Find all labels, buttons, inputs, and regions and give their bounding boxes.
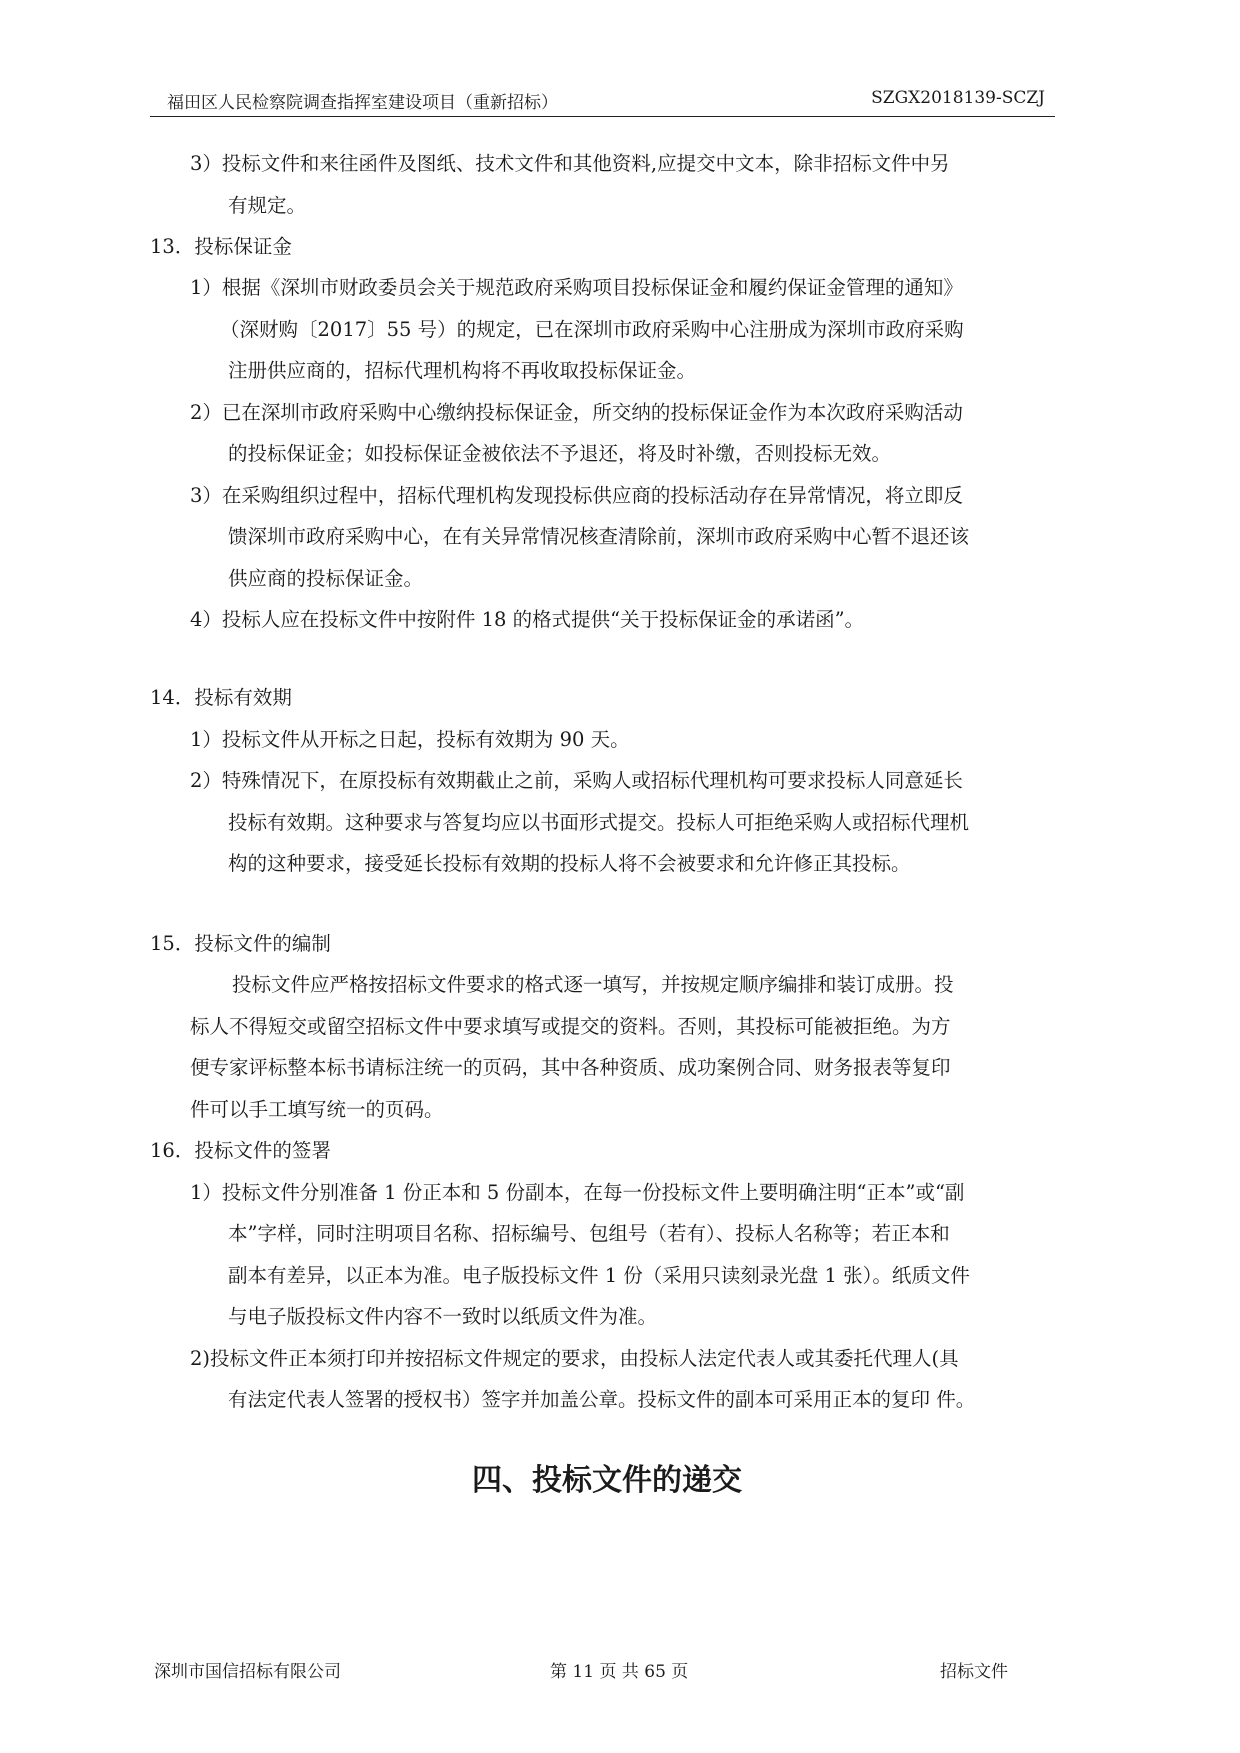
s13-item1-line3: 注册供应商的，招标代理机构将不再收取投标保证金。	[228, 359, 697, 382]
s14-item2-line3: 构的这种要求，接受延长投标有效期的投标人将不会被要求和允许修正其投标。	[228, 852, 911, 875]
s13-item3-line3: 供应商的投标保证金。	[228, 567, 424, 590]
s14-item2-line2: 投标有效期。这种要求与答复均应以书面形式提交。投标人可拒绝采购人或招标代理机	[228, 811, 970, 834]
s16-item1-line1: 1）投标文件分别准备 1 份正本和 5 份副本，在每一份投标文件上要明确注明“正本”或“副	[190, 1181, 965, 1204]
chapter-heading: 四、投标文件的递交	[472, 1463, 742, 1498]
s13-item3-line1: 3）在采购组织过程中，招标代理机构发现投标供应商的投标活动存在异常情况，将立即反	[190, 484, 963, 507]
s13-item1-line2: （深财购〔2017〕55 号）的规定，已在深圳市政府采购中心注册成为深圳市政府采购	[220, 318, 964, 341]
s15-title: 15．投标文件的编制	[150, 932, 331, 955]
footer-doc-type: 招标文件	[940, 1662, 1008, 1682]
s14-item1-line1: 1）投标文件从开标之日起，投标有效期为 90 天。	[190, 728, 630, 751]
header-project-title: 福田区人民检察院调查指挥室建设项目（重新招标）	[167, 93, 558, 113]
s13-item2-line2: 的投标保证金；如投标保证金被依法不予退还，将及时补缴，否则投标无效。	[228, 442, 892, 465]
s16-item2-line1: 2)投标文件正本须打印并按招标文件规定的要求，由投标人法定代表人或其委托代理人(具	[190, 1347, 959, 1370]
s14-item2-line1: 2）特殊情况下，在原投标有效期截止之前，采购人或招标代理机构可要求投标人同意延长	[190, 769, 963, 792]
s15-para-line1: 投标文件应严格按招标文件要求的格式逐一填写，并按规定顺序编排和装订成册。投	[232, 973, 954, 996]
s13-item1-line1: 1）根据《深圳市财政委员会关于规范政府采购项目投标保证金和履约保证金管理的通知》	[190, 276, 963, 299]
s15-para-line4: 件可以手工填写统一的页码。	[190, 1098, 444, 1121]
footer-page-info: 第 11 页 共 65 页	[550, 1662, 689, 1682]
s16-item1-line2: 本”字样，同时注明项目名称、招标编号、包组号（若有）、投标人名称等；若正本和	[228, 1222, 950, 1245]
s16-title: 16．投标文件的签署	[150, 1139, 331, 1162]
s12-item3-line2: 有规定。	[228, 194, 307, 217]
s13-item2-line1: 2）已在深圳市政府采购中心缴纳投标保证金，所交纳的投标保证金作为本次政府采购活动	[190, 401, 963, 424]
s16-item2-line2: 有法定代表人签署的授权书）签字并加盖公章。投标文件的副本可采用正本的复印 件。	[228, 1388, 976, 1411]
s15-para-line2: 标人不得短交或留空招标文件中要求填写或提交的资料。否则，其投标可能被拒绝。为方	[190, 1015, 951, 1038]
s13-item4-line1: 4）投标人应在投标文件中按附件 18 的格式提供“关于投标保证金的承诺函”。	[190, 608, 865, 631]
s16-item1-line3: 副本有差异，以正本为准。电子版投标文件 1 份（采用只读刻录光盘 1 张）。纸质文件	[228, 1264, 970, 1287]
s12-item3-line1: 3）投标文件和来往函件及图纸、技术文件和其他资料,应提交中文本，除非招标文件中另	[190, 152, 950, 175]
s13-title: 13．投标保证金	[150, 235, 292, 258]
header-project-code: SZGX2018139-SCZJ	[871, 88, 1045, 108]
page-header	[150, 84, 1055, 117]
s16-item1-line4: 与电子版投标文件内容不一致时以纸质文件为准。	[228, 1305, 658, 1328]
s15-para-line3: 便专家评标整本标书请标注统一的页码，其中各种资质、成功案例合同、财务报表等复印	[190, 1056, 951, 1079]
footer-company: 深圳市国信招标有限公司	[154, 1662, 341, 1682]
s13-item3-line2: 馈深圳市政府采购中心，在有关异常情况核查清除前，深圳市政府采购中心暂不退还该	[228, 525, 970, 548]
s14-title: 14．投标有效期	[150, 686, 292, 709]
